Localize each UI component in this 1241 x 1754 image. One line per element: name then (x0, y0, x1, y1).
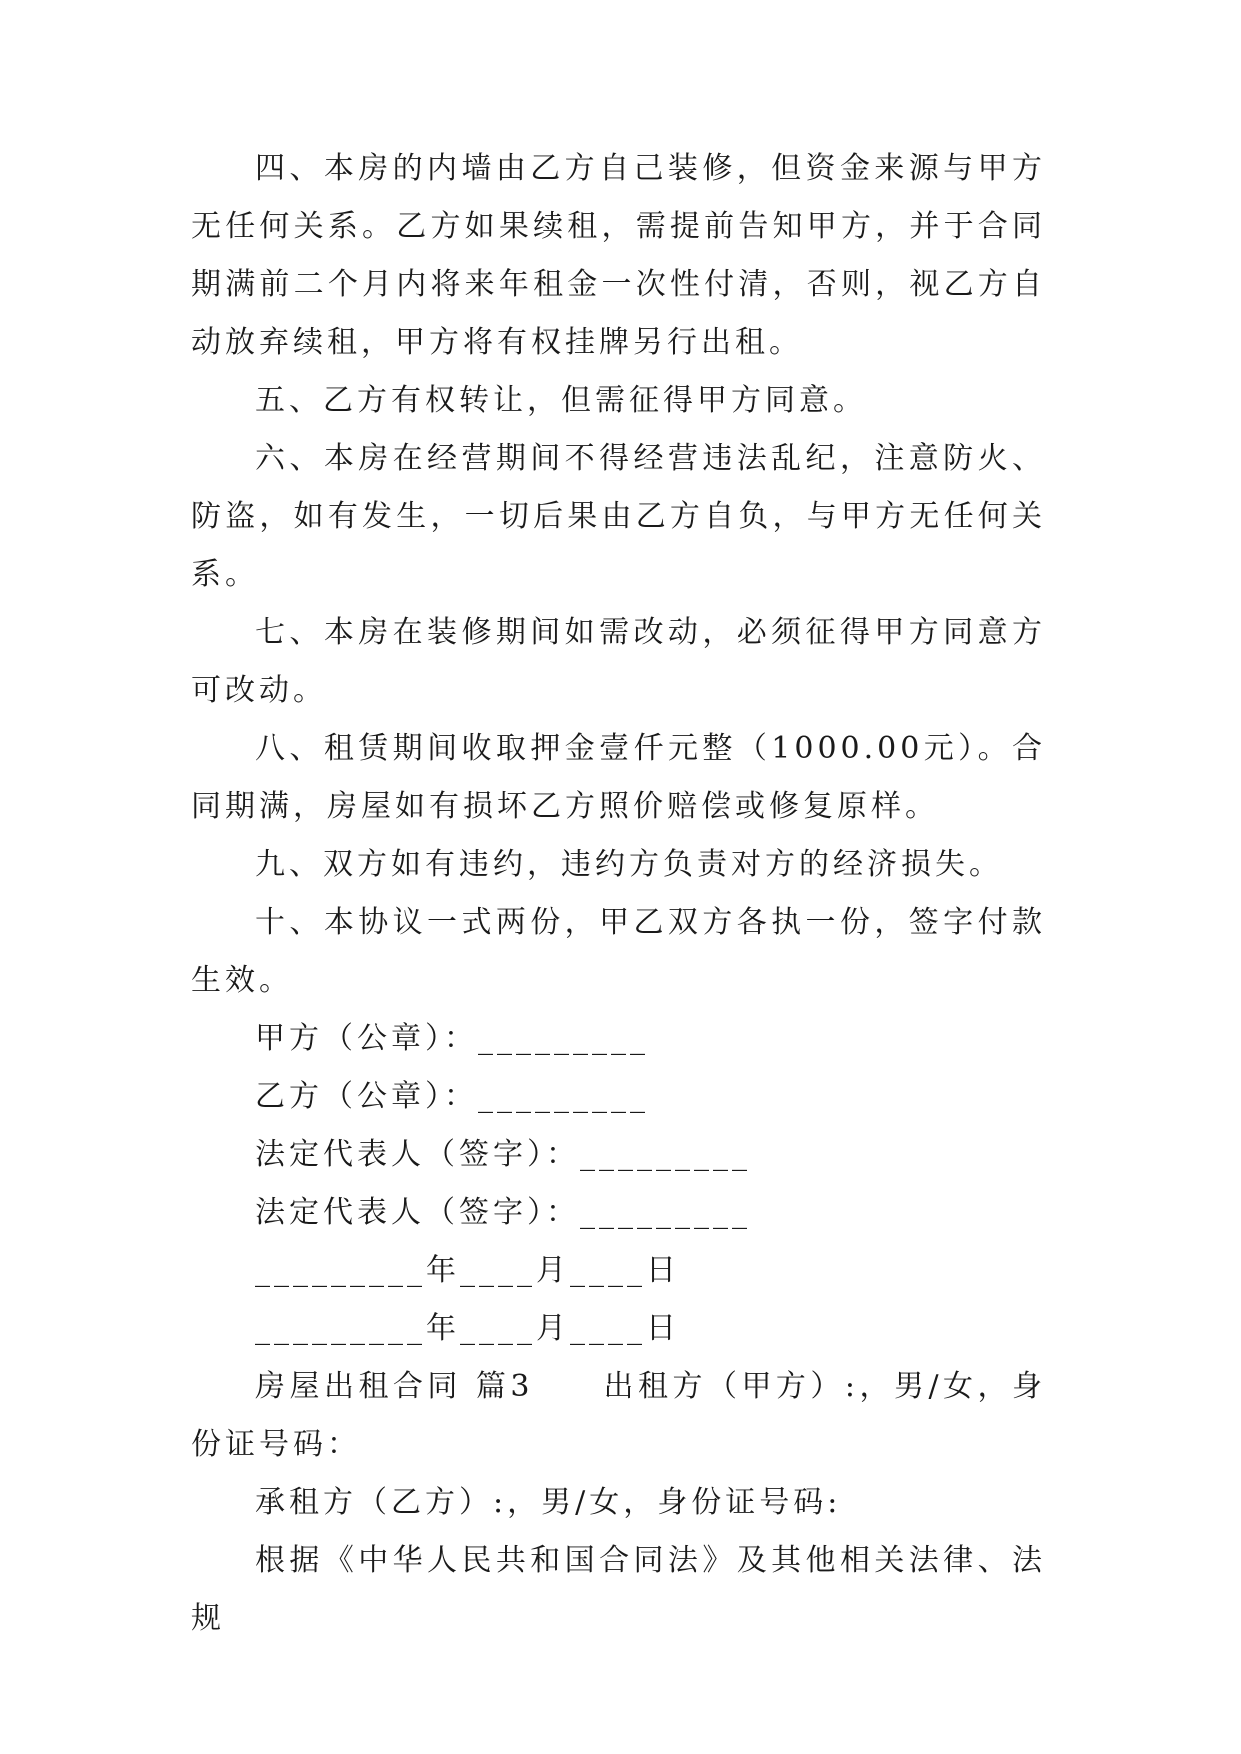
clause-9: 九、双方如有违约，违约方负责对方的经济损失。 (255, 847, 1003, 882)
legal-rep-signature-line-2: 法定代表人（签字）：_________ (255, 1195, 751, 1230)
lessee-info: 承租方（乙方）:，男/女，身份证号码: (255, 1485, 842, 1520)
document-page (191, 140, 1046, 1648)
party-b-seal-line: 乙方（公章）：_________ (255, 1079, 649, 1114)
clause-5: 五、乙方有权转让，但需征得甲方同意。 (255, 383, 867, 418)
legal-basis: 根据《中华人民共和国合同法》及其他相关法律、法规 (191, 1543, 1046, 1636)
clause-10: 十、本协议一式两份，甲乙双方各执一份，签字付款生效。 (191, 905, 1046, 998)
date-line-1: _________年____月____日 (255, 1253, 680, 1288)
clause-4: 四、本房的内墙由乙方自己装修，但资金来源与甲方无任何关系。乙方如果续租，需提前告知甲方，并于合同期满前二个月内将来年租金一次性付清，否则，视乙方自动放弃续租，甲方将有权挂牌另行出租。 (191, 151, 1046, 360)
date-line-2: _________年____月____日 (255, 1311, 680, 1346)
clause-7: 七、本房在装修期间如需改动，必须征得甲方同意方可改动。 (191, 615, 1046, 708)
clause-8: 八、租赁期间收取押金壹仟元整（1000.00元）。合同期满，房屋如有损坏乙方照价赔偿或修复原样。 (191, 731, 1046, 824)
clause-6: 六、本房在经营期间不得经营违法乱纪，注意防火、防盗，如有发生，一切后果由乙方自负，与甲方无任何关系。 (191, 441, 1046, 592)
contract-3-heading: 房屋出租合同 篇3 出租方（甲方）:，男/女，身份证号码： (191, 1369, 1046, 1462)
legal-rep-signature-line-1: 法定代表人（签字）：_________ (255, 1137, 751, 1172)
party-a-seal-line: 甲方（公章）：_________ (255, 1021, 649, 1056)
